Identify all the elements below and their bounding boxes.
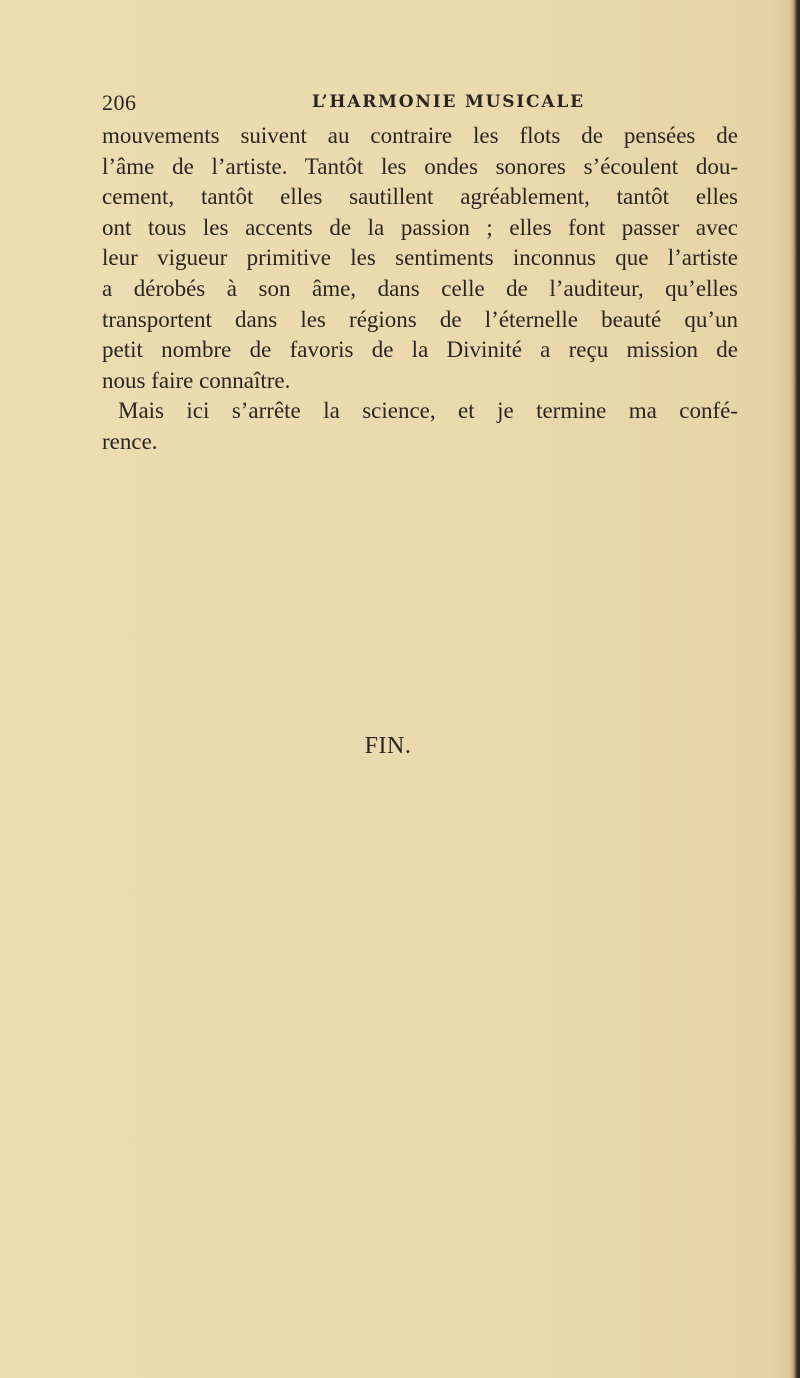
- page-header: [102, 90, 738, 120]
- text-line: cement, tantôt elles sautillent agréablement, tantôt elles: [102, 184, 738, 210]
- page-edge-shadow: [790, 0, 800, 1378]
- text-line: nous faire connaître.: [102, 367, 291, 393]
- text-line: l’âme de l’artiste. Tantôt les ondes sonores s’écoulent dou-: [102, 153, 738, 179]
- body-text: [102, 121, 738, 458]
- text-line: petit nombre de favoris de la Divinité a reçu mission de: [102, 337, 738, 363]
- fin-marker: [0, 733, 800, 760]
- text-line: mouvements suivent au contraire les flots de pensées de: [102, 123, 738, 148]
- text-line: Mais ici s’arrête la science, et je termine ma confé-: [118, 398, 738, 424]
- fin-text: FIN.: [364, 733, 412, 759]
- text-line: ont tous les accents de la passion ; elles font passer avec: [102, 214, 738, 240]
- text-line: transportent dans les régions de l’éternelle beauté qu’un: [102, 306, 738, 332]
- running-title: L’HARMONIE MUSICALE: [312, 92, 585, 112]
- text-line: leur vigueur primitive les sentiments inconnus que l’artiste: [102, 245, 738, 271]
- page-number: 206: [102, 90, 137, 115]
- text-line: a dérobés à son âme, dans celle de l’auditeur, qu’elles: [102, 275, 738, 301]
- text-line: rence.: [102, 428, 158, 454]
